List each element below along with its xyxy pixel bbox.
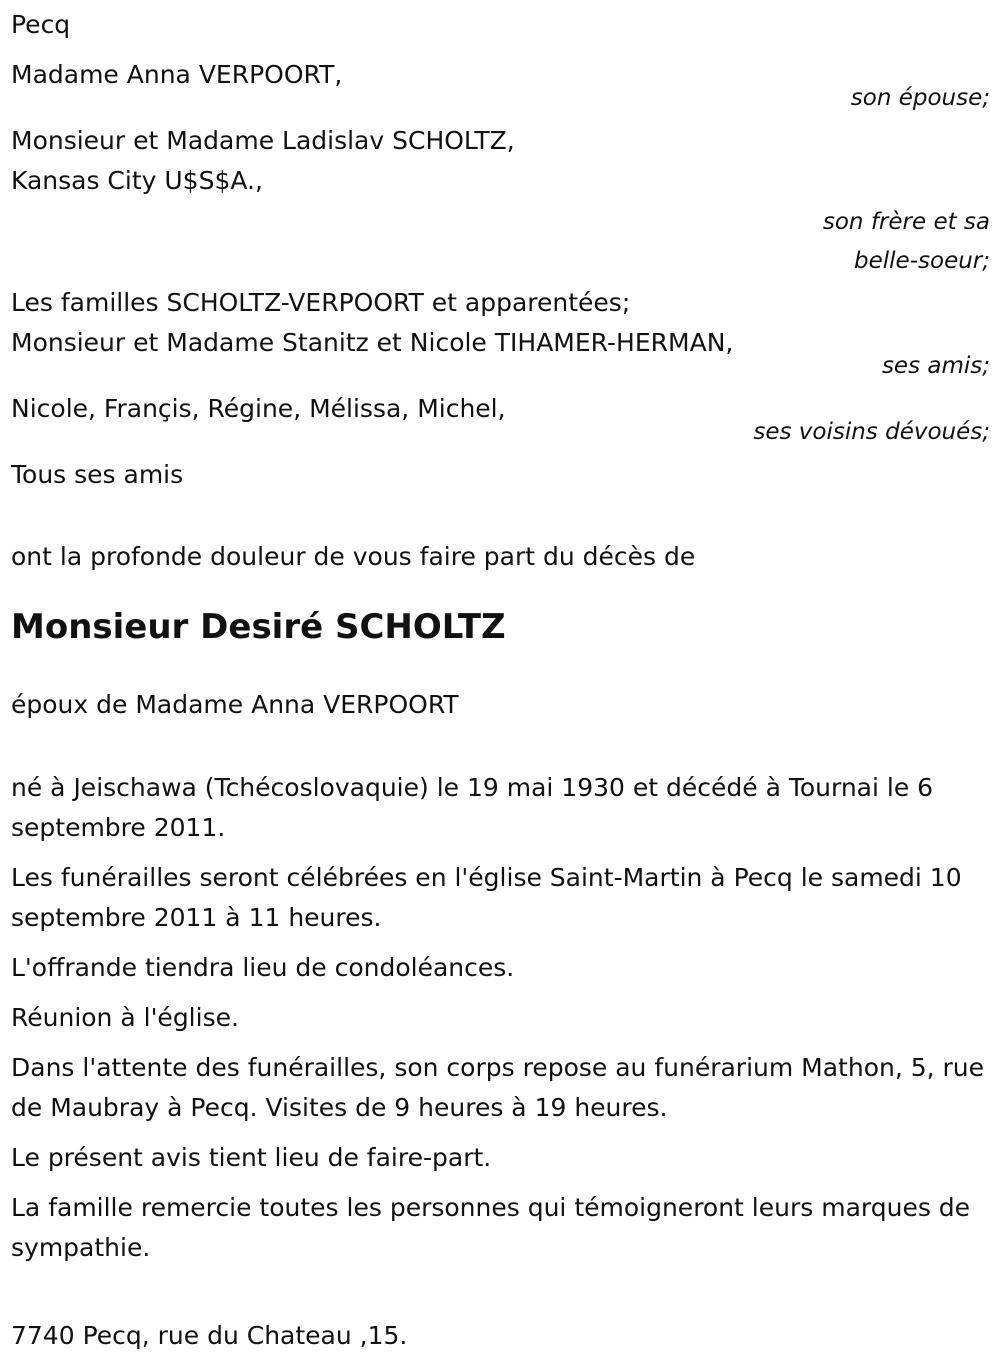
offering-paragraph: L'offrande tiendra lieu de condoléances. — [11, 953, 515, 982]
funeral-paragraph: Les funérailles seront célébrées en l'église Saint-Martin à Pecq le samedi 10 septembre 2011 à 11 heures. — [11, 863, 962, 932]
spouse-name: Madame Anna VERPOORT, — [11, 60, 343, 89]
location: Pecq — [11, 10, 71, 39]
notice-paragraph: Le présent avis tient lieu de faire-part. — [11, 1143, 492, 1172]
brother-role-line1: son frère et sa — [822, 209, 990, 235]
brother-name: Monsieur et Madame Ladislav SCHOLTZ, — [11, 126, 515, 155]
announcement: ont la profonde douleur de vous faire part du décès de — [11, 542, 696, 571]
neighbours-name: Nicole, Françis, Régine, Mélissa, Michel, — [11, 394, 506, 423]
friends-name: Monsieur et Madame Stanitz et Nicole TIHAMER-HERMAN, — [11, 328, 734, 357]
deceased-name: Monsieur Desiré SCHOLTZ — [11, 607, 506, 647]
neighbours-role: ses voisins dévoués; — [753, 419, 990, 445]
thanks-paragraph: La famille remercie toutes les personnes qui témoigneront leurs marques de sympathie. — [11, 1193, 971, 1262]
families-line: Les familles SCHOLTZ-VERPOORT et apparentées; — [11, 288, 631, 317]
meeting-paragraph: Réunion à l'église. — [11, 1003, 239, 1032]
birth-death-paragraph: né à Jeischawa (Tchécoslovaquie) le 19 mai 1930 et décédé à Tournai le 6 septembre 2011. — [11, 773, 934, 842]
all-friends: Tous ses amis — [11, 460, 184, 489]
spouse-of: époux de Madame Anna VERPOORT — [11, 690, 459, 719]
friends-role: ses amis; — [881, 353, 990, 379]
address: 7740 Pecq, rue du Chateau ,15. — [11, 1321, 408, 1350]
brother-role-line2: belle-soeur; — [854, 248, 990, 274]
spouse-role: son épouse; — [850, 85, 990, 111]
funerarium-paragraph: Dans l'attente des funérailles, son corps repose au funérarium Mathon, 5, rue de Maubray à Pecq. Visites de 9 heures à 19 heures. — [11, 1053, 985, 1122]
obituary-notice — [11, 5, 990, 1356]
brother-location: Kansas City U$S$A., — [11, 166, 263, 195]
